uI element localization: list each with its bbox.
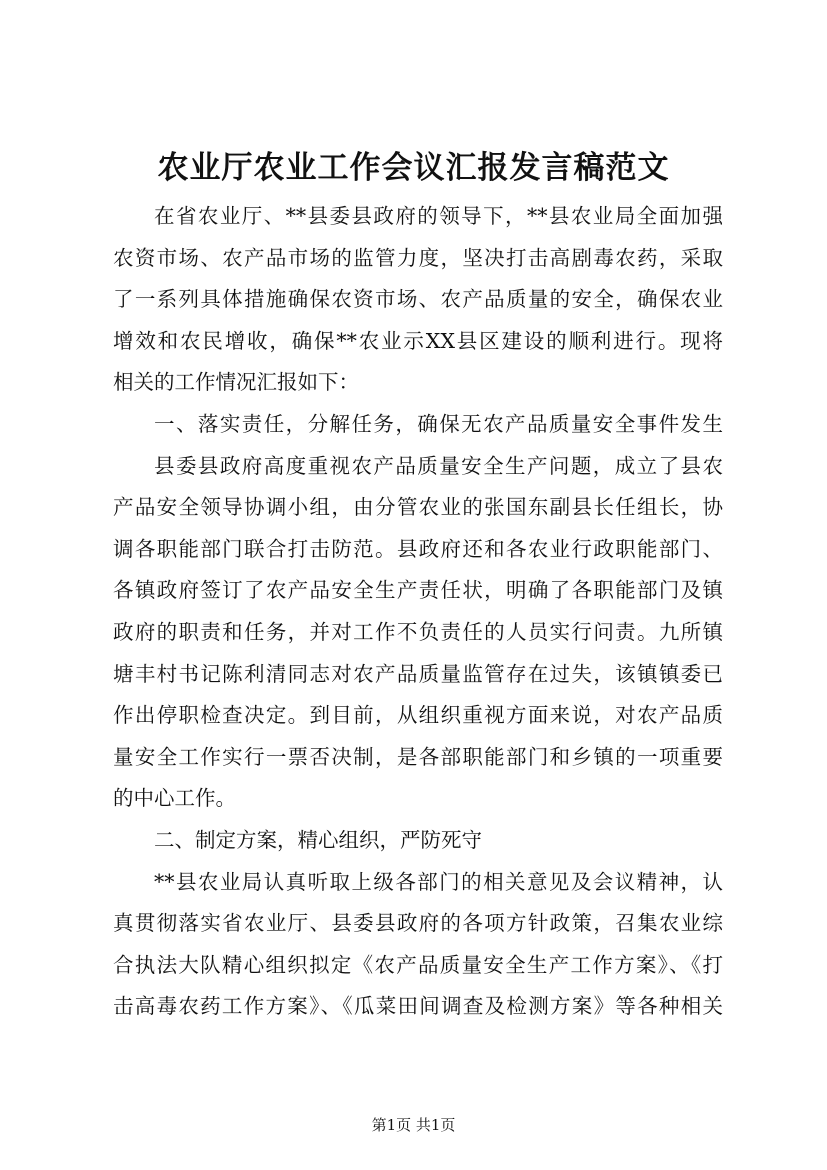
paragraph-line: 在省农业厅、**县委县政府的领导下，**县农业局全面加强 (154, 204, 723, 228)
paragraph-line: **县农业局认真听取上级各部门的相关意见及会议精神，认 (154, 869, 723, 894)
section-heading: 二、制定方案，精心组织，严防死守 (154, 827, 482, 852)
paragraph-line: 农资市场、农产品市场的监管力度，坚决打击高剧毒农药，采取 (113, 245, 723, 270)
section-heading: 一、落实责任，分解任务，确保无农产品质量安全事件发生 (154, 411, 723, 436)
paragraph-line: 了一系列具体措施确保农资市场、农产品质量的安全，确保农业 (113, 287, 723, 312)
paragraph-line: 作出停职检查决定。到目前，从组织重视方面来说，对农产品质 (113, 703, 723, 728)
document-body (113, 196, 723, 1028)
paragraph-line: 各镇政府签订了农产品安全生产责任状，明确了各职能部门及镇 (113, 578, 723, 603)
paragraph-line: 增效和农民增收，确保**农业示XX县区建设的顺利进行。现将 (113, 328, 723, 353)
paragraph-line: 合执法大队精心组织拟定《农产品质量安全生产工作方案》、《打 (113, 952, 723, 977)
paragraph-line: 政府的职责和任务，并对工作不负责任的人员实行问责。九所镇 (113, 619, 723, 644)
paragraph-line: 真贯彻落实省农业厅、县委县政府的各项方针政策，召集农业综 (113, 911, 723, 936)
paragraph-line: 的中心工作。 (113, 786, 236, 811)
paragraph-line: 击高毒农药工作方案》、《瓜菜田间调查及检测方案》等各种相关 (113, 994, 723, 1019)
paragraph-line: 调各职能部门联合打击防范。县政府还和各农业行政职能部门、 (113, 536, 723, 561)
paragraph-line: 量安全工作实行一票否决制，是各部职能部门和乡镇的一项重要 (113, 744, 723, 769)
paragraph-line: 产品安全领导协调小组，由分管农业的张国东副县长任组长，协 (113, 495, 723, 520)
document-title: 农业厅农业工作会议汇报发言稿范文 (157, 150, 670, 186)
page-number: 第1页 共1页 (371, 1116, 456, 1134)
paragraph-line: 相关的工作情况汇报如下： (113, 370, 359, 395)
paragraph-line: 县委县政府高度重视农产品质量安全生产问题，成立了县农 (154, 453, 723, 478)
paragraph-line: 塘丰村书记陈利清同志对农产品质量监管存在过失，该镇镇委已 (113, 661, 723, 686)
